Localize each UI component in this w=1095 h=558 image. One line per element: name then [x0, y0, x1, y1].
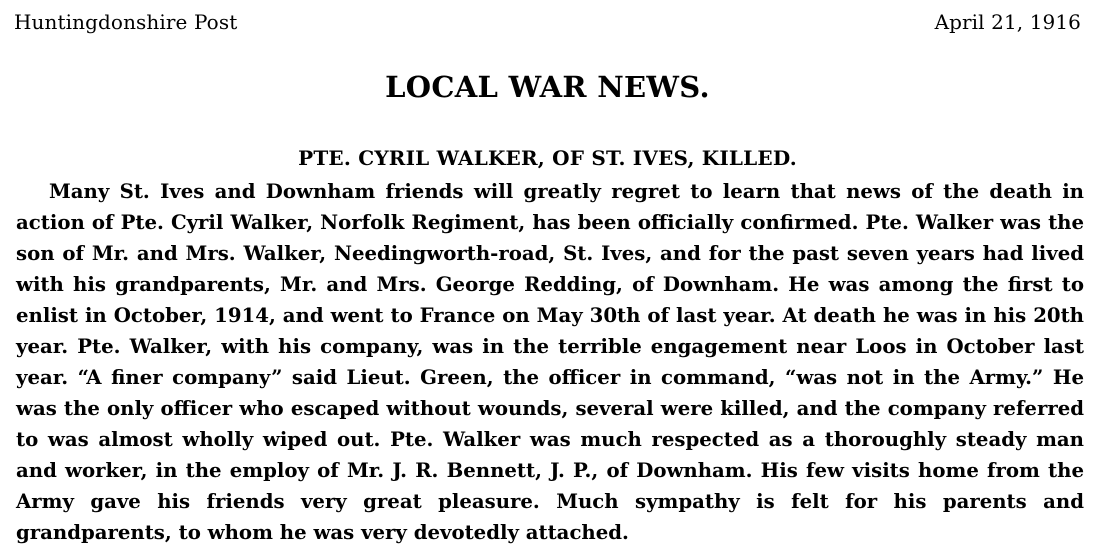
publication-name: Huntingdonshire Post: [14, 10, 238, 34]
publication-date: April 21, 1916: [934, 10, 1081, 34]
page-header: [14, 10, 1081, 40]
article-subheadline: PTE. CYRIL WALKER, OF ST. IVES, KILLED.: [298, 146, 797, 170]
section-headline: LOCAL WAR NEWS.: [385, 70, 710, 104]
article-body: Many St. Ives and Downham friends will greatly regret to learn that news of the death in action of Pte. Cyril Walker, Norfolk Regiment, has been officially confirmed. Pte. Walker was the son of Mr. and Mrs. Walker, Needingworth-road, St. Ives, and for the past seven years had lived with his grandparents, Mr. and Mrs. George Redding, of Downham. He was among the first to enlist in October, 1914, and went to France on May 30th of last year. At death he was in his 20th year. Pte. Walker, with his company, was in the terrible engagement near Loos in October last year. “A finer company” said Lieut. Green, the officer in command, “was not in the Army.” He was the only officer who escaped without wounds, several were killed, and the company referred to was almost wholly wiped out. Pte. Walker was much respected as a thoroughly steady man and worker, in the employ of Mr. J. R. Bennett, J. P., of Downham. His few visits home from the Army gave his friends very great pleasure. Much sympathy is felt for his parents and grandparents, to whom he was very devotedly attached.: [16, 180, 1084, 544]
